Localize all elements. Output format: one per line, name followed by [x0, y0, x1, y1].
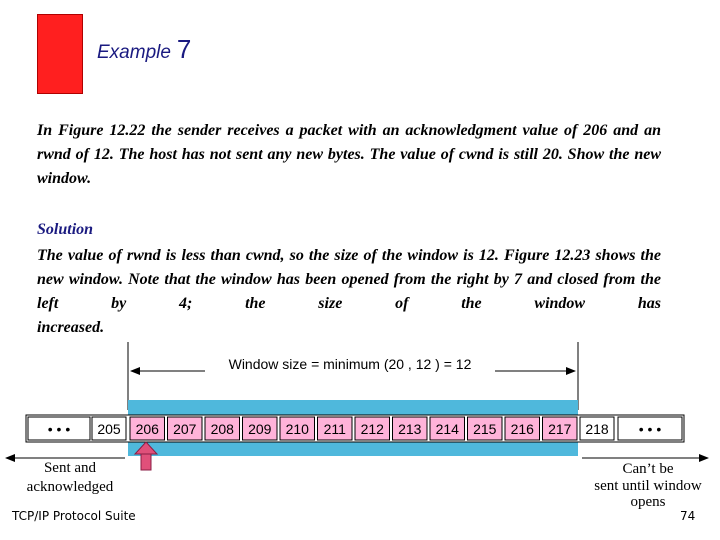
solution-text: The value of rwnd is less than cwnd, so the size of the window is 12. Figure 12.23 shows the new window. Note that the window has been opened from the right by 7 and closed from the left by 4; the size of the window has [37, 247, 661, 312]
window-byte-label: 206 [135, 421, 159, 437]
ellipsis-right: • • • [638, 421, 662, 437]
window-byte-label: 212 [360, 421, 384, 437]
title-number: 7 [176, 34, 192, 64]
sent-acked-line2: acknowledged [26, 479, 114, 495]
problem-text: In Figure 12.22 the sender receives a packet with an acknowledgment value of 206 and an rwnd of 12. The host has not sent any new bytes. The value of cwnd is still 20. Show the new window. [37, 122, 661, 187]
window-byte-label: 208 [210, 421, 234, 437]
solution-text-end: increased. [37, 319, 105, 336]
cant-send-line1: Can’t be [622, 461, 674, 477]
window-byte-label: 207 [173, 421, 197, 437]
byte-label: 218 [585, 421, 609, 437]
window-byte-label: 217 [548, 421, 572, 437]
cant-send-line3: opens [630, 494, 666, 510]
footer-suite: TCP/IP Protocol Suite [12, 509, 136, 523]
title-accent-block [37, 14, 83, 94]
byte-label: 205 [97, 421, 121, 437]
window-byte-label: 213 [398, 421, 422, 437]
slide-title [97, 34, 191, 65]
solution-label: Solution [37, 221, 94, 238]
ellipsis-left: • • • [47, 421, 71, 437]
window-byte-label: 211 [323, 421, 346, 437]
title-word: Example [97, 42, 171, 63]
cant-send-line2: sent until window [594, 478, 702, 494]
page-number: 74 [680, 509, 696, 523]
window-size-label: Window size = minimum (20 , 12 ) = 12 [228, 356, 472, 372]
window-byte-label: 216 [510, 421, 534, 437]
window-byte-label: 214 [435, 421, 459, 437]
sent-acked-line1: Sent and [43, 460, 97, 476]
window-byte-label: 209 [248, 421, 272, 437]
sliding-window-diagram [0, 340, 720, 510]
window-byte-label: 210 [285, 421, 309, 437]
window-byte-label: 215 [473, 421, 497, 437]
